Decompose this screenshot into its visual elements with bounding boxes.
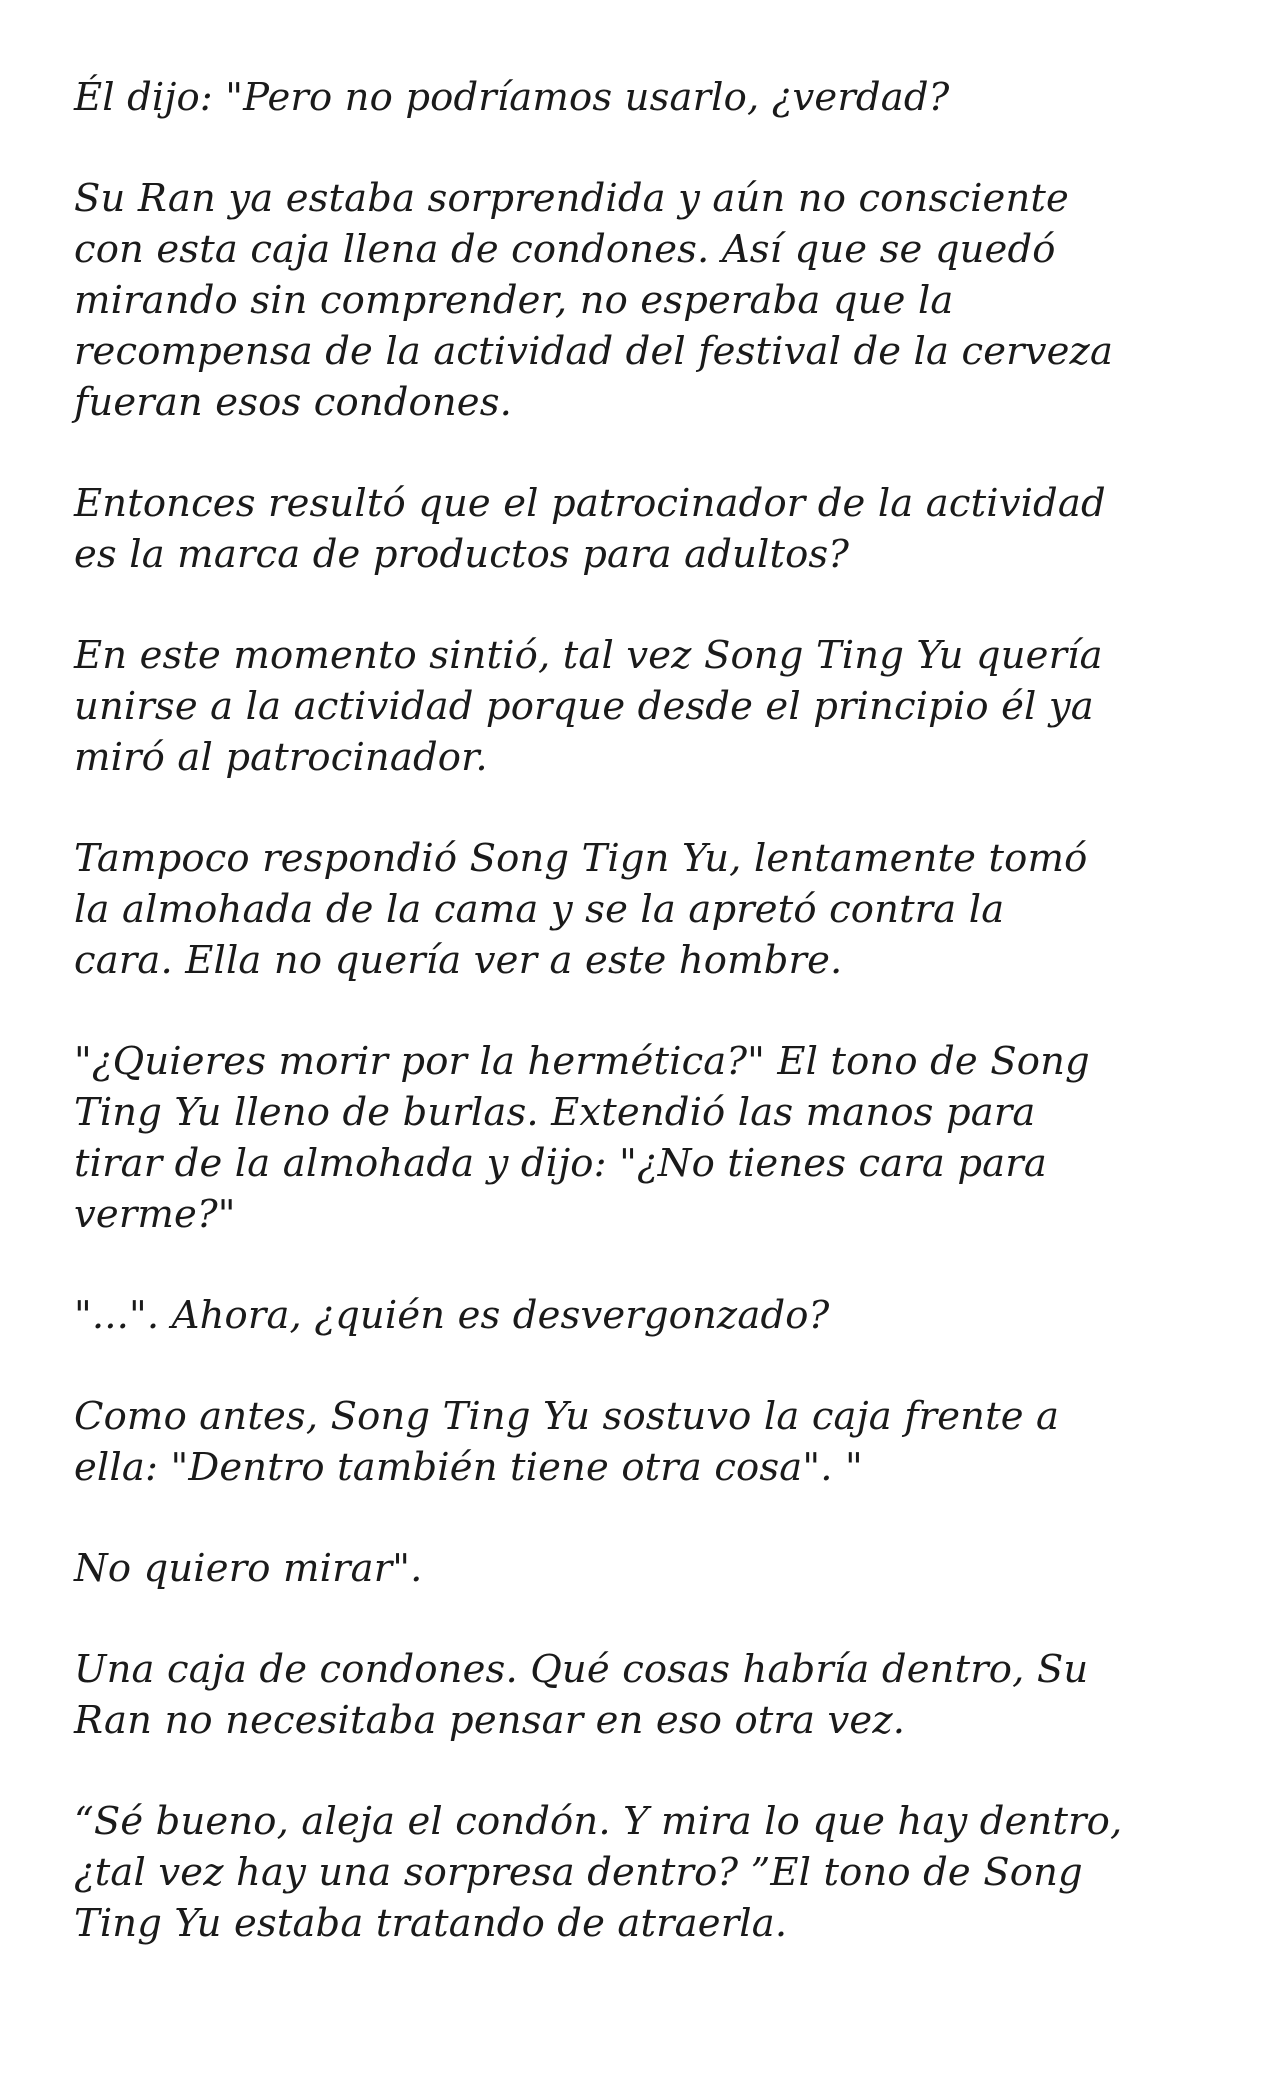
paragraph: Como antes, Song Ting Yu sostuvo la caja frente a ella: "Dentro también tiene otra cosa". " [74, 1394, 1060, 1490]
paragraph: "¿Quieres morir por la hermética?" El tono de Song Ting Yu lleno de burlas. Extendió las manos para tirar de la almohada y dijo: "¿No tienes cara para verme?" [74, 1039, 1090, 1237]
paragraph: Una caja de condones. Qué cosas habría dentro, Su Ran no necesitaba pensar en eso otra vez. [74, 1647, 1089, 1743]
paragraph: "...". Ahora, ¿quién es desvergonzado? [74, 1293, 830, 1338]
paragraph: Él dijo: "Pero no podríamos usarlo, ¿verdad? [74, 75, 950, 120]
paragraph: Entonces resultó que el patrocinador de la actividad es la marca de productos para adultos? [74, 481, 1106, 577]
paragraph: Tampoco respondió Song Tign Yu, lentamente tomó la almohada de la cama y se la apretó contra la cara. Ella no quería ver a este hombre. [74, 836, 1088, 983]
document-body [74, 72, 1234, 1999]
paragraph: No quiero mirar". [74, 1546, 423, 1591]
paragraph: En este momento sintió, tal vez Song Ting Yu quería unirse a la actividad porque desde el principio él ya miró al patrocinador. [74, 633, 1103, 780]
paragraph: Su Ran ya estaba sorprendida y aún no consciente con esta caja llena de condones. Así que se quedó mirando sin comprender, no esperaba que la recompensa de la actividad del festival de la cerveza fueran esos condones. [74, 176, 1114, 425]
paragraph: “Sé bueno, aleja el condón. Y mira lo que hay dentro, ¿tal vez hay una sorpresa dentro? ”El tono de Song Ting Yu estaba tratando de atraerla. [74, 1799, 1123, 1946]
